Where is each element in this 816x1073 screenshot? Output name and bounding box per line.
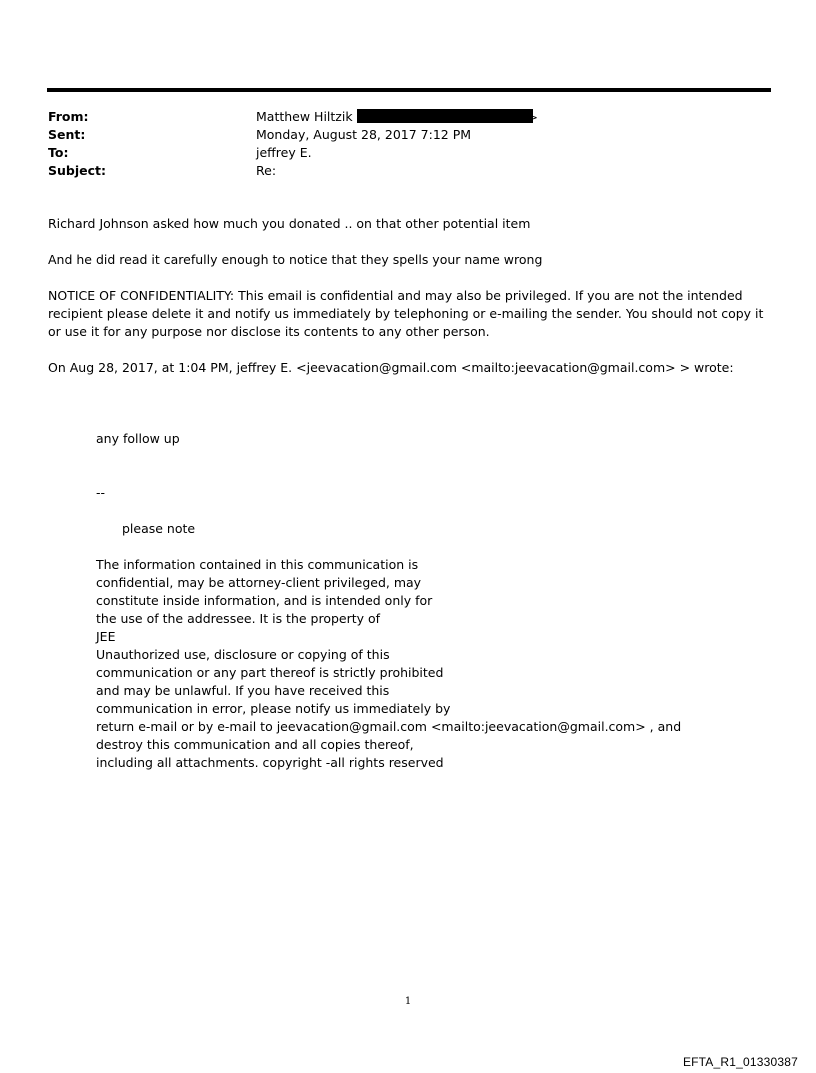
- disclaimer-line: including all attachments. copyright -all rights reserved: [96, 755, 444, 770]
- subject-label: Subject:: [48, 163, 106, 178]
- quote-header: On Aug 28, 2017, at 1:04 PM, jeffrey E. <jeevacation@gmail.com <mailto:jeevacation@gmail.com> > wrote:: [48, 360, 734, 375]
- redaction-block: [357, 109, 533, 123]
- disclaimer-line: return e-mail or by e-mail to jeevacation@gmail.com <mailto:jeevacation@gmail.com> , and: [96, 719, 682, 734]
- confidentiality-notice: NOTICE OF CONFIDENTIALITY: This email is confidential and may also be privileged. If you are not the intended recipient please delete it and notify us immediately by telephoning or e-mailing the sender. You should not copy it or use it for any purpose nor disclose its contents to any other person.: [48, 288, 764, 339]
- subject-value: Re:: [256, 163, 277, 178]
- body-paragraph-2: And he did read it carefully enough to notice that they spells your name wrong: [48, 252, 543, 267]
- quoted-message: any follow up: [96, 431, 180, 446]
- page-number: 1: [404, 996, 412, 1007]
- to-row: [48, 144, 768, 162]
- disclaimer-line: the use of the addressee. It is the property of: [96, 611, 381, 626]
- disclaimer-block: [96, 556, 736, 772]
- disclaimer-line: constitute inside information, and is intended only for: [96, 593, 433, 608]
- to-value: jeffrey E.: [256, 145, 312, 160]
- bates-number: EFTA_R1_01330387: [682, 1055, 798, 1069]
- disclaimer-line: communication in error, please notify us immediately by: [96, 701, 451, 716]
- email-header: [48, 108, 768, 180]
- signature-separator: --: [96, 485, 106, 500]
- disclaimer-line: Unauthorized use, disclosure or copying of this: [96, 647, 390, 662]
- sender-name: Matthew Hiltzik: [256, 109, 353, 124]
- sent-label: Sent:: [48, 127, 86, 142]
- disclaimer-line: confidential, may be attorney-client privileged, may: [96, 575, 422, 590]
- disclaimer-line: destroy this communication and all copies thereof,: [96, 737, 414, 752]
- from-suffix: >: [528, 111, 538, 124]
- sent-row: [48, 126, 768, 144]
- sent-value: Monday, August 28, 2017 7:12 PM: [256, 127, 472, 142]
- please-note: please note: [122, 521, 196, 536]
- header-divider: [47, 88, 771, 92]
- disclaimer-line: and may be unlawful. If you have received this: [96, 683, 390, 698]
- to-label: To:: [48, 145, 69, 160]
- subject-row: [48, 162, 768, 180]
- disclaimer-line: JEE: [96, 629, 116, 644]
- disclaimer-line: The information contained in this communication is: [96, 557, 419, 572]
- from-value: [256, 108, 538, 127]
- disclaimer-line: communication or any part thereof is strictly prohibited: [96, 665, 444, 680]
- from-label: From:: [48, 109, 89, 124]
- from-row: [48, 108, 768, 126]
- body-paragraph-1: Richard Johnson asked how much you donated .. on that other potential item: [48, 216, 531, 231]
